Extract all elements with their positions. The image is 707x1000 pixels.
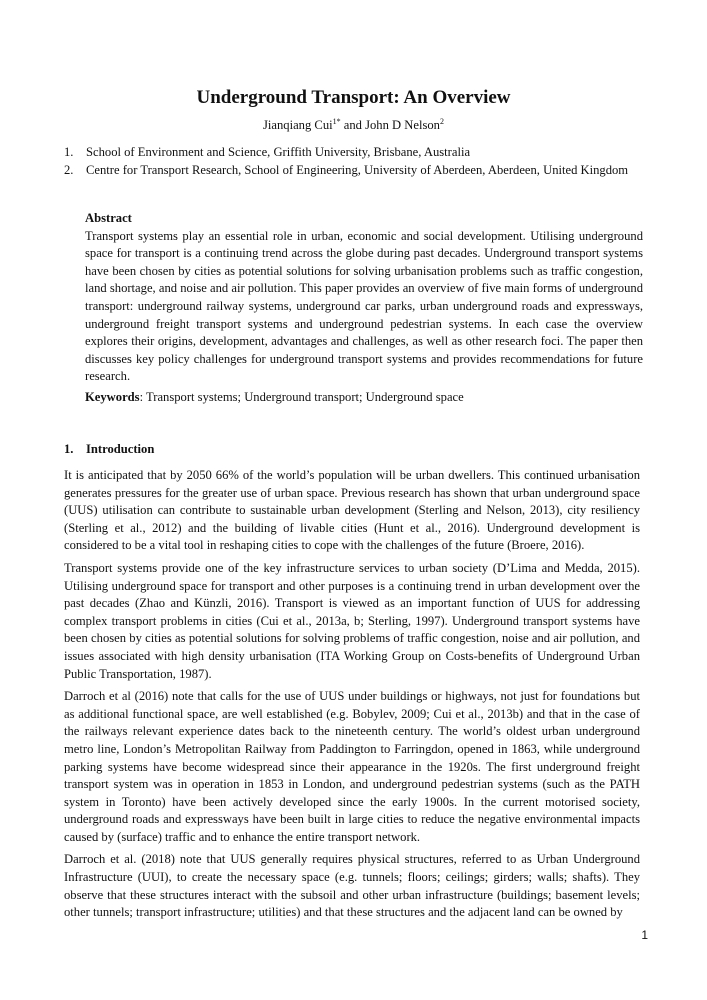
affiliation-item bbox=[64, 162, 664, 180]
body-paragraph: Darroch et al. (2018) note that UUS generally requires physical structures, referred to as Urban Underground Infrastructure (UUI), to create the necessary space (e.g. tunnels; floors; ceilings; girders; walls; shafts). They observe that these structures interact with the subsoil and other urban infrastructure (buildings; basement levels; other tunnels; transport infrastructure; utilities) and that these structures and the adjacent land can be owned by bbox=[64, 852, 640, 920]
affiliation-item bbox=[64, 144, 664, 162]
abstract-block bbox=[85, 210, 643, 386]
author-line bbox=[0, 117, 707, 135]
keywords-line bbox=[85, 389, 643, 407]
body-paragraph: Transport systems provide one of the key infrastructure services to urban society (D’Lima and Medda, 2015). Utilising underground space for transport and other purposes is a continuing trend in urban development over the past decades (Zhao and Künzli, 2016). Transport is viewed as an important function of UUS for addressing complex transport problems in cities (Cui et al., 2013a, b; Sterling, 1997). Underground transport systems have been chosen by cities as potential solutions for solving problems of traffic congestion, noise and air pollution, and issues associated with high density urbanisation (ITA Working Group on Costs-benefits of Underground Urban Public Transportation, 1987). bbox=[64, 560, 640, 681]
abstract-heading: Abstract bbox=[85, 211, 132, 225]
affiliation-number: 1. bbox=[64, 145, 74, 159]
keywords-label: Keywords bbox=[85, 390, 140, 404]
affiliation-number: 2. bbox=[64, 162, 74, 177]
body-paragraph: It is anticipated that by 2050 66% of the world’s population will be urban dwellers. This continued urbanisation generates pressures for the greater use of urban space. Previous research has shown that urban underground space (UUS) utilisation can contribute to sustainable urban development (Sterling and Nelson, 2013), city resiliency (Sterling et al., 2012) and the building of livable cities (Hunt et al., 2016). Underground development is considered to be a vital tool in reshaping cities to cope with the challenges of the future (Broere, 2016). bbox=[64, 468, 640, 553]
affiliation-text: Centre for Transport Research, School of Engineering, University of Aberdeen, Aberdeen, United Kingdom bbox=[86, 162, 629, 177]
author-joiner: and bbox=[340, 118, 366, 132]
abstract-text: Transport systems play an essential role in urban, economic and social development. Utilising underground space for transport is a continuing trend across the globe during past decades. Underground transport systems have been chosen by cities as potential solutions for solving urbanisation problems such as traffic congestion, land shortage, and noise and air pollution. This paper provides an overview of five main forms of underground transport: underground railway systems, underground car parks, urban underground roads and expressways, underground freight transport systems and underground pedestrian systems. In each case the overview explores their origins, development, advantages and challenges, as well as other research foci. The paper then discusses key policy challenges for underground transport systems and provides recommendations for future research. bbox=[85, 228, 643, 384]
paper-title: Underground Transport: An Overview bbox=[196, 87, 511, 108]
author-name: John D Nelson bbox=[365, 118, 440, 132]
affiliation-text: School of Environment and Science, Griffith University, Brisbane, Australia bbox=[86, 145, 471, 159]
page-number: 1 bbox=[641, 928, 648, 942]
body-text bbox=[64, 467, 640, 927]
section-title: Introduction bbox=[86, 442, 155, 456]
body-paragraph: Darroch et al (2016) note that calls for the use of UUS under buildings or highways, not just for foundations but as additional functional space, are well established (e.g. Bobylev, 2009; Cui et al., 2013b) and that in the case of the railways relevant experience dates back to the nineteenth century. The world’s oldest urban underground metro line, London’s Metropolitan Railway from Paddington to Farringdon, opened in 1863, while underground parking systems have become widespread since their appearance in the 1920s. The first underground freight transport system was in operation in 1853 in London, and underground pedestrian systems (such as the PATH system in Toronto) have been actively developed since the early 1900s. In the current motorised society, underground roads and expressways have been built in large cities to reduce the negative environmental impacts caused by (surface) traffic and to enhance the entire transport network. bbox=[64, 689, 640, 844]
section-heading bbox=[64, 441, 154, 459]
section-number: 1. bbox=[64, 442, 74, 456]
keywords-text: : Transport systems; Underground transport; Underground space bbox=[139, 390, 464, 404]
author-affiliation-mark: 2 bbox=[439, 117, 444, 126]
author-name: Jianqiang Cui bbox=[263, 118, 333, 132]
author-affiliation-mark: 1* bbox=[332, 117, 341, 126]
affiliation-list bbox=[64, 144, 664, 179]
